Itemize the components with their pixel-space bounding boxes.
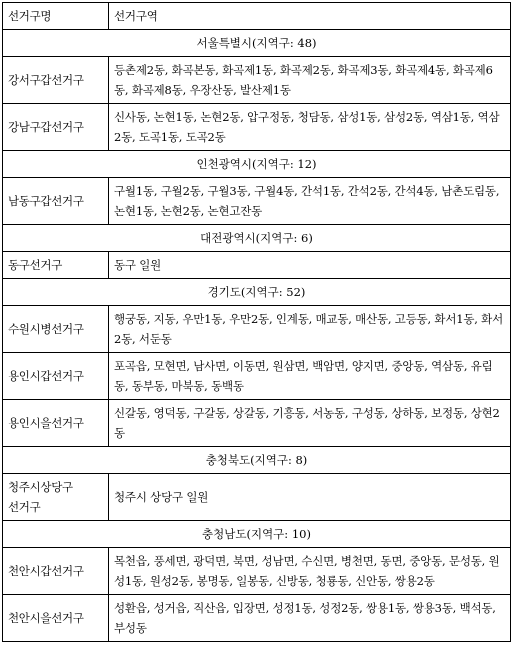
district-row (3, 353, 511, 400)
region-label: 충청북도(지역구: 8) (3, 447, 511, 474)
region-row (3, 225, 511, 252)
district-row (3, 104, 511, 151)
district-area: 성환읍, 성거읍, 직산읍, 입장면, 성정1동, 성정2동, 쌍용1동, 쌍용3동, 백석동, 부성동 (109, 595, 511, 642)
district-row (3, 252, 511, 279)
district-table-body (3, 3, 511, 642)
district-area: 구월1동, 구월2동, 구월3동, 구월4동, 간석1동, 간석2동, 간석4동, 남촌도림동, 논현1동, 논현2동, 논현고잔동 (109, 178, 511, 225)
district-name: 강서구갑선거구 (3, 57, 109, 104)
district-name: 수원시병선거구 (3, 306, 109, 353)
district-name: 청주시상당구 선거구 (3, 474, 109, 521)
district-row (3, 178, 511, 225)
district-table (2, 2, 511, 642)
district-name: 용인시갑선거구 (3, 353, 109, 400)
district-name: 천안시갑선거구 (3, 548, 109, 595)
region-label: 인천광역시(지역구: 12) (3, 151, 511, 178)
region-row (3, 30, 511, 57)
district-area: 동구 일원 (109, 252, 511, 279)
district-name: 남동구갑선거구 (3, 178, 109, 225)
region-label: 서울특별시(지역구: 48) (3, 30, 511, 57)
region-row (3, 521, 511, 548)
district-area: 목천읍, 풍세면, 광덕면, 북면, 성남면, 수신면, 병천면, 동면, 중앙동, 문성동, 원성1동, 원성2동, 봉명동, 일봉동, 신방동, 청룡동, 신안동, 쌍용2동 (109, 548, 511, 595)
district-area: 청주시 상당구 일원 (109, 474, 511, 521)
district-row (3, 306, 511, 353)
district-row (3, 595, 511, 642)
district-row (3, 474, 511, 521)
district-area: 포곡읍, 모현면, 남사면, 이동면, 원삼면, 백암면, 양지면, 중앙동, 역삼동, 유림동, 동부동, 마북동, 동백동 (109, 353, 511, 400)
district-area: 신사동, 논현1동, 논현2동, 압구정동, 청담동, 삼성1동, 삼성2동, 역삼1동, 역삼2동, 도곡1동, 도곡2동 (109, 104, 511, 151)
region-label: 대전광역시(지역구: 6) (3, 225, 511, 252)
region-label: 충청남도(지역구: 10) (3, 521, 511, 548)
region-row (3, 151, 511, 178)
district-row (3, 548, 511, 595)
district-name: 용인시을선거구 (3, 400, 109, 447)
district-area: 등촌제2동, 화곡본동, 화곡제1동, 화곡제2동, 화곡제3동, 화곡제4동, 화곡제6동, 화곡제8동, 우장산동, 발산제1동 (109, 57, 511, 104)
district-name: 천안시을선거구 (3, 595, 109, 642)
region-row (3, 279, 511, 306)
district-row (3, 400, 511, 447)
header-district-area: 선거구역 (109, 3, 511, 30)
district-area: 신갈동, 영덕동, 구갈동, 상갈동, 기흥동, 서농동, 구성동, 상하동, 보정동, 상현2동 (109, 400, 511, 447)
header-row (3, 3, 511, 30)
region-label: 경기도(지역구: 52) (3, 279, 511, 306)
district-area: 행궁동, 지동, 우만1동, 우만2동, 인계동, 매교동, 매산동, 고등동, 화서1동, 화서2동, 서둔동 (109, 306, 511, 353)
region-row (3, 447, 511, 474)
district-name: 동구선거구 (3, 252, 109, 279)
district-row (3, 57, 511, 104)
district-name: 강남구갑선거구 (3, 104, 109, 151)
header-district-name: 선거구명 (3, 3, 109, 30)
